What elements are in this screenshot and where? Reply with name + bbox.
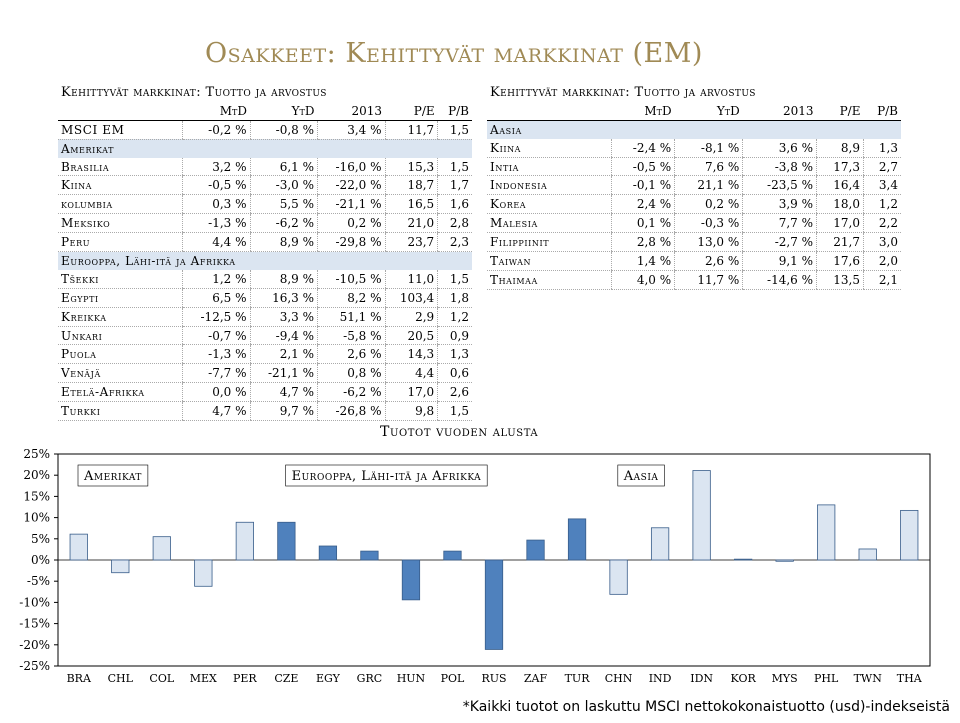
table-row bbox=[58, 383, 472, 402]
table-cell: 4,4 % bbox=[183, 233, 251, 252]
bar-chn bbox=[610, 560, 627, 594]
x-tick-label: TUR bbox=[564, 672, 590, 685]
x-tick-label: BRA bbox=[66, 672, 91, 685]
table-cell: 20,5 bbox=[385, 326, 438, 345]
table-cell: 0,1 % bbox=[612, 214, 675, 233]
table-cell: 11,7 % bbox=[675, 270, 743, 289]
bar-tha bbox=[901, 510, 918, 560]
table-cell: 8,2 % bbox=[318, 288, 386, 307]
table-cell: 8,9 bbox=[817, 139, 864, 157]
table-row bbox=[58, 326, 472, 345]
table-cell: -0,1 % bbox=[612, 176, 675, 195]
market-name: Kiina bbox=[487, 139, 612, 157]
y-tick-label: -25% bbox=[19, 659, 50, 673]
bar-rus bbox=[485, 560, 502, 649]
table-cell: -10,5 % bbox=[318, 270, 386, 288]
ytd-returns-chart bbox=[0, 440, 960, 700]
table-cell: 8,9 % bbox=[250, 233, 318, 252]
x-tick-label: CHL bbox=[107, 672, 133, 685]
table-cell: 5,5 % bbox=[250, 195, 318, 214]
table-row bbox=[58, 402, 472, 421]
table-cell: 3,3 % bbox=[250, 307, 318, 326]
table-cell: 1,2 bbox=[438, 307, 472, 326]
bar-tur bbox=[568, 519, 585, 560]
table-cell: 21,1 % bbox=[675, 176, 743, 195]
y-tick-label: 20% bbox=[23, 468, 50, 483]
table-cell: 1,2 % bbox=[183, 270, 251, 288]
page-title: Osakkeet: Kehittyvät markkinat (EM) bbox=[205, 38, 703, 69]
bar-grc bbox=[361, 551, 378, 560]
table-row bbox=[487, 139, 901, 157]
table-cell: 9,8 bbox=[385, 402, 438, 421]
market-name: Turkki bbox=[58, 402, 183, 421]
table-cell: 2,6 bbox=[438, 383, 472, 402]
market-name: Etelä-Afrikka bbox=[58, 383, 183, 402]
group-label: Eurooppa, Lähi-itä ja Afrikka bbox=[58, 252, 472, 270]
market-name: Tšekki bbox=[58, 270, 183, 288]
table-cell: 1,6 bbox=[438, 195, 472, 214]
table-cell: 23,7 bbox=[385, 233, 438, 252]
bar-bra bbox=[70, 534, 87, 560]
market-name: MSCI EM bbox=[58, 120, 183, 139]
table-row bbox=[58, 214, 472, 233]
market-name: Kiina bbox=[58, 176, 183, 195]
market-name: Indonesia bbox=[487, 176, 612, 195]
table-cell: 1,2 bbox=[863, 195, 901, 214]
table-cell: -1,3 % bbox=[183, 345, 251, 364]
table-cell: -0,8 % bbox=[250, 120, 318, 139]
table-cell: 103,4 bbox=[385, 288, 438, 307]
x-tick-label: IDN bbox=[690, 672, 714, 685]
table-cell: 0,8 % bbox=[318, 364, 386, 383]
group-label: Amerikat bbox=[58, 139, 472, 157]
table-cell: 0,3 % bbox=[183, 195, 251, 214]
table-row bbox=[487, 195, 901, 214]
bar-cze bbox=[278, 522, 295, 560]
table-cell: 3,4 bbox=[863, 176, 901, 195]
bar-chl bbox=[112, 560, 129, 573]
table-cell: -7,7 % bbox=[183, 364, 251, 383]
y-tick-label: -10% bbox=[19, 595, 50, 610]
y-tick-label: 25% bbox=[23, 447, 50, 461]
market-name: Filippiinit bbox=[487, 233, 612, 252]
table-cell: 18,0 bbox=[817, 195, 864, 214]
table-cell: 3,9 % bbox=[743, 195, 817, 214]
table-cell: -1,3 % bbox=[183, 214, 251, 233]
market-name: Kreikka bbox=[58, 307, 183, 326]
market-name: Peru bbox=[58, 233, 183, 252]
x-tick-label: PER bbox=[232, 672, 257, 685]
table-cell: 4,0 % bbox=[612, 270, 675, 289]
table-cell: -29,8 % bbox=[318, 233, 386, 252]
y-tick-label: -5% bbox=[26, 574, 50, 589]
chart-title: Tuotot vuoden alusta bbox=[380, 424, 539, 440]
x-tick-label: ZAF bbox=[523, 672, 548, 685]
table-cell: -22,0 % bbox=[318, 176, 386, 195]
table-cell: 8,9 % bbox=[250, 270, 318, 288]
bar-twn bbox=[859, 549, 876, 560]
group-label-text: Amerikat bbox=[84, 469, 142, 484]
y-tick-label: 5% bbox=[30, 531, 50, 546]
bar-ind bbox=[651, 528, 668, 560]
market-name: Thaimaa bbox=[487, 270, 612, 289]
x-tick-label: TWN bbox=[853, 672, 882, 685]
footnote: *Kaikki tuotot on laskuttu MSCI nettokokonaistuotto (usd)-indekseistä bbox=[462, 699, 950, 715]
table-row bbox=[58, 270, 472, 288]
table-caption: Kehittyvät markkinat: Tuotto ja arvostus bbox=[490, 85, 756, 101]
market-name: Malesia bbox=[487, 214, 612, 233]
table-row bbox=[58, 288, 472, 307]
table-cell: -8,1 % bbox=[675, 139, 743, 157]
table-cell: 6,5 % bbox=[183, 288, 251, 307]
table-cell: 0,2 % bbox=[318, 214, 386, 233]
table-cell: 2,9 bbox=[385, 307, 438, 326]
table-cell: -21,1 % bbox=[250, 364, 318, 383]
column-header: MtD bbox=[183, 102, 251, 120]
bar-idn bbox=[693, 471, 710, 560]
table-cell: -3,0 % bbox=[250, 176, 318, 195]
table-cell: 16,3 % bbox=[250, 288, 318, 307]
table-row bbox=[58, 195, 472, 214]
table-cell: -0,7 % bbox=[183, 326, 251, 345]
table-cell: -9,4 % bbox=[250, 326, 318, 345]
market-name: Egypti bbox=[58, 288, 183, 307]
x-tick-label: PHL bbox=[814, 672, 839, 685]
x-tick-label: COL bbox=[149, 672, 175, 685]
table-cell: 3,4 % bbox=[318, 120, 386, 139]
table-cell: 18,7 bbox=[385, 176, 438, 195]
table-cell: 2,3 bbox=[438, 233, 472, 252]
table-cell: 11,7 bbox=[385, 120, 438, 139]
table-row bbox=[58, 233, 472, 252]
table-cell: 2,7 bbox=[863, 157, 901, 176]
table-cell: -21,1 % bbox=[318, 195, 386, 214]
bar-col bbox=[153, 537, 170, 560]
column-header: YtD bbox=[250, 102, 318, 120]
table-header-row bbox=[58, 102, 472, 120]
table-cell: -2,7 % bbox=[743, 233, 817, 252]
x-tick-label: HUN bbox=[396, 672, 426, 685]
table-cell: 13,0 % bbox=[675, 233, 743, 252]
table-cell: 2,2 bbox=[863, 214, 901, 233]
table-cell: 21,0 bbox=[385, 214, 438, 233]
x-tick-label: EGY bbox=[315, 672, 340, 685]
table-cell: 1,3 bbox=[863, 139, 901, 157]
bar-kor bbox=[734, 559, 751, 560]
table-cell: 1,5 bbox=[438, 120, 472, 139]
table-cell: -26,8 % bbox=[318, 402, 386, 421]
header-empty bbox=[487, 102, 612, 120]
table-cell: -3,8 % bbox=[743, 157, 817, 176]
table-cell: 3,0 bbox=[863, 233, 901, 252]
table-row bbox=[487, 252, 901, 271]
bar-per bbox=[236, 522, 253, 560]
table-row bbox=[487, 157, 901, 176]
table-cell: 1,5 bbox=[438, 158, 472, 176]
market-name: kolumbia bbox=[58, 195, 183, 214]
column-header: 2013 bbox=[743, 102, 817, 120]
table-cell: 4,4 bbox=[385, 364, 438, 383]
table-cell: 0,9 bbox=[438, 326, 472, 345]
table-cell: 7,7 % bbox=[743, 214, 817, 233]
table-cell: 2,1 % bbox=[250, 345, 318, 364]
table-row bbox=[487, 233, 901, 252]
table-cell: 17,0 bbox=[385, 383, 438, 402]
right-returns-table bbox=[487, 84, 901, 290]
table-cell: 1,8 bbox=[438, 288, 472, 307]
table-cell: 3,2 % bbox=[183, 158, 251, 176]
table-row bbox=[58, 307, 472, 326]
bar-mex bbox=[195, 560, 212, 586]
column-header: P/B bbox=[863, 102, 901, 120]
table-cell: 17,6 bbox=[817, 252, 864, 271]
table-cell: -14,6 % bbox=[743, 270, 817, 289]
table-cell: 11,0 bbox=[385, 270, 438, 288]
x-tick-label: CZE bbox=[274, 672, 299, 685]
table-cell: 21,7 bbox=[817, 233, 864, 252]
table-cell: 17,0 bbox=[817, 214, 864, 233]
table-cell: 2,6 % bbox=[675, 252, 743, 271]
group-label: Aasia bbox=[487, 120, 901, 138]
x-tick-label: IND bbox=[648, 672, 672, 685]
table-cell: -16,0 % bbox=[318, 158, 386, 176]
header-empty bbox=[58, 102, 183, 120]
table-cell: -12,5 % bbox=[183, 307, 251, 326]
table-row bbox=[58, 364, 472, 383]
table-cell: 51,1 % bbox=[318, 307, 386, 326]
table-cell: 0,2 % bbox=[675, 195, 743, 214]
table-cell: 17,3 bbox=[817, 157, 864, 176]
y-tick-label: 10% bbox=[23, 510, 50, 525]
table-cell: 4,7 % bbox=[250, 383, 318, 402]
bar-egy bbox=[319, 546, 336, 560]
bar-zaf bbox=[527, 540, 544, 560]
table-header-row bbox=[487, 102, 901, 120]
x-tick-label: THA bbox=[896, 672, 922, 685]
table-cell: 2,6 % bbox=[318, 345, 386, 364]
column-header: MtD bbox=[612, 102, 675, 120]
market-name: Intia bbox=[487, 157, 612, 176]
group-label-text: Aasia bbox=[623, 469, 659, 484]
table-cell: 15,3 bbox=[385, 158, 438, 176]
market-name: Korea bbox=[487, 195, 612, 214]
table-row bbox=[58, 158, 472, 176]
bar-mys bbox=[776, 560, 793, 561]
table-cell: 2,4 % bbox=[612, 195, 675, 214]
table-row bbox=[58, 176, 472, 195]
group-row bbox=[58, 139, 472, 157]
column-header: P/E bbox=[385, 102, 438, 120]
market-name: Puola bbox=[58, 345, 183, 364]
market-name: Unkari bbox=[58, 326, 183, 345]
y-tick-label: 15% bbox=[23, 489, 50, 504]
x-tick-label: GRC bbox=[356, 672, 383, 685]
group-row bbox=[487, 120, 901, 138]
table-caption-row bbox=[487, 84, 901, 102]
table-cell: 13,5 bbox=[817, 270, 864, 289]
bar-pol bbox=[444, 551, 461, 560]
column-header: P/E bbox=[817, 102, 864, 120]
table-cell: -6,2 % bbox=[250, 214, 318, 233]
table-cell: 9,7 % bbox=[250, 402, 318, 421]
table-cell: 1,7 bbox=[438, 176, 472, 195]
table-cell: -0,5 % bbox=[612, 157, 675, 176]
column-header: YtD bbox=[675, 102, 743, 120]
market-name: Meksiko bbox=[58, 214, 183, 233]
table-row bbox=[58, 120, 472, 139]
table-caption: Kehittyvät markkinat: Tuotto ja arvostus bbox=[61, 85, 327, 101]
x-tick-label: RUS bbox=[481, 672, 507, 685]
y-tick-label: -20% bbox=[19, 637, 50, 652]
x-tick-label: POL bbox=[440, 672, 465, 685]
y-tick-label: -15% bbox=[19, 616, 50, 631]
column-header: 2013 bbox=[318, 102, 386, 120]
x-tick-label: KOR bbox=[730, 672, 756, 685]
table-cell: -0,5 % bbox=[183, 176, 251, 195]
table-row bbox=[487, 176, 901, 195]
table-cell: 1,4 % bbox=[612, 252, 675, 271]
table-cell: -23,5 % bbox=[743, 176, 817, 195]
table-cell: -2,4 % bbox=[612, 139, 675, 157]
group-row bbox=[58, 252, 472, 270]
table-cell: 4,7 % bbox=[183, 402, 251, 421]
x-tick-label: MEX bbox=[189, 672, 217, 685]
table-cell: 2,1 bbox=[863, 270, 901, 289]
table-cell: 1,3 bbox=[438, 345, 472, 364]
table-cell: 2,8 % bbox=[612, 233, 675, 252]
x-tick-label: CHN bbox=[604, 672, 633, 685]
table-row bbox=[487, 214, 901, 233]
y-tick-label: 0% bbox=[30, 553, 50, 567]
table-cell: 2,8 bbox=[438, 214, 472, 233]
table-cell: 6,1 % bbox=[250, 158, 318, 176]
table-caption-row bbox=[58, 84, 472, 102]
x-tick-label: MYS bbox=[771, 672, 798, 685]
bar-hun bbox=[402, 560, 419, 600]
column-header: P/B bbox=[438, 102, 472, 120]
table-cell: 0,6 bbox=[438, 364, 472, 383]
market-name: Venäjä bbox=[58, 364, 183, 383]
table-cell: 16,4 bbox=[817, 176, 864, 195]
left-returns-table bbox=[58, 84, 472, 421]
group-label-text: Eurooppa, Lähi-itä ja Afrikka bbox=[291, 469, 482, 484]
table-cell: 14,3 bbox=[385, 345, 438, 364]
table-cell: 0,0 % bbox=[183, 383, 251, 402]
table-cell: 16,5 bbox=[385, 195, 438, 214]
table-cell: 7,6 % bbox=[675, 157, 743, 176]
bar-phl bbox=[817, 505, 834, 560]
table-cell: -5,8 % bbox=[318, 326, 386, 345]
market-name: Taiwan bbox=[487, 252, 612, 271]
table-cell: 2,0 bbox=[863, 252, 901, 271]
table-cell: 1,5 bbox=[438, 270, 472, 288]
market-name: Brasilia bbox=[58, 158, 183, 176]
table-row bbox=[58, 345, 472, 364]
table-cell: 3,6 % bbox=[743, 139, 817, 157]
table-cell: -6,2 % bbox=[318, 383, 386, 402]
table-row bbox=[487, 270, 901, 289]
table-cell: 9,1 % bbox=[743, 252, 817, 271]
table-cell: -0,2 % bbox=[183, 120, 251, 139]
table-cell: -0,3 % bbox=[675, 214, 743, 233]
table-cell: 1,5 bbox=[438, 402, 472, 421]
